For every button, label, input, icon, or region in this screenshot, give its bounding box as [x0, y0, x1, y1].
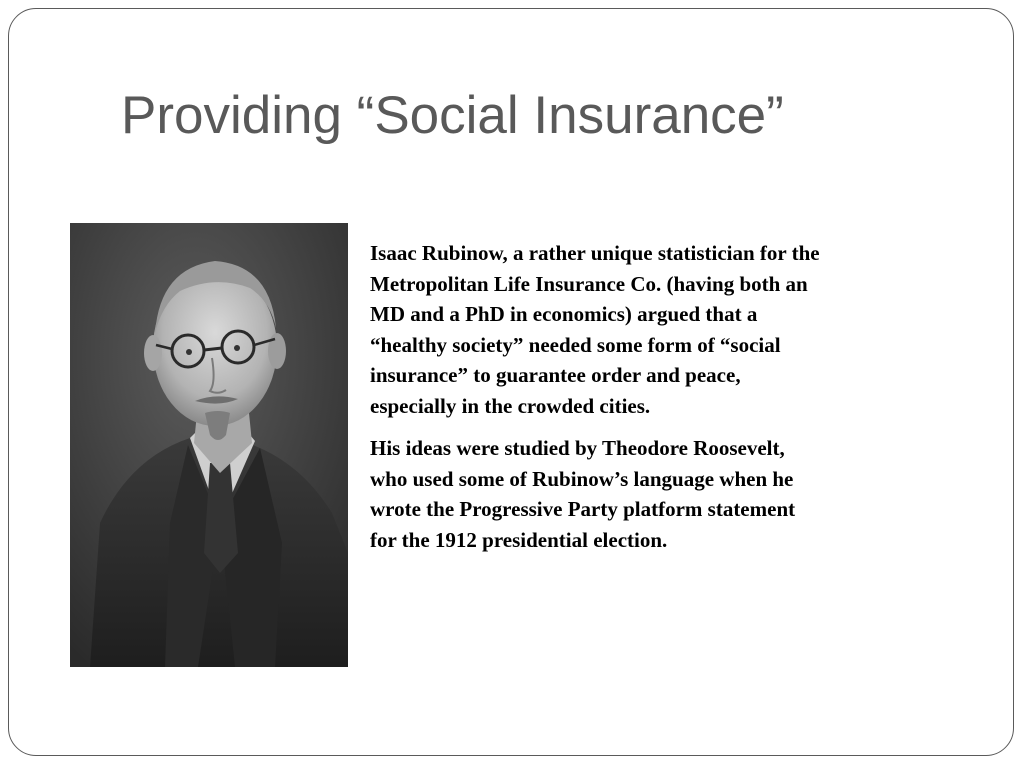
paragraph-roosevelt: His ideas were studied by Theodore Roosevelt, who used some of Rubinow’s language when he wrote the Progressive Party platform statement for the 1912 presidential election.	[370, 436, 796, 552]
body-text	[370, 238, 930, 567]
portrait-photo	[70, 223, 348, 667]
slide-title: Providing “Social Insurance”	[121, 86, 784, 145]
slide-frame	[8, 8, 1014, 756]
paragraph-rubinow: Isaac Rubinow, a rather unique statistician for the Metropolitan Life Insurance Co. (having both an MD and a PhD in economics) argued that a “healthy society” needed some form of “social insurance” to guarantee order and peace, especially in the crowded cities.	[370, 241, 820, 418]
portrait-photo-illustration	[70, 223, 348, 667]
